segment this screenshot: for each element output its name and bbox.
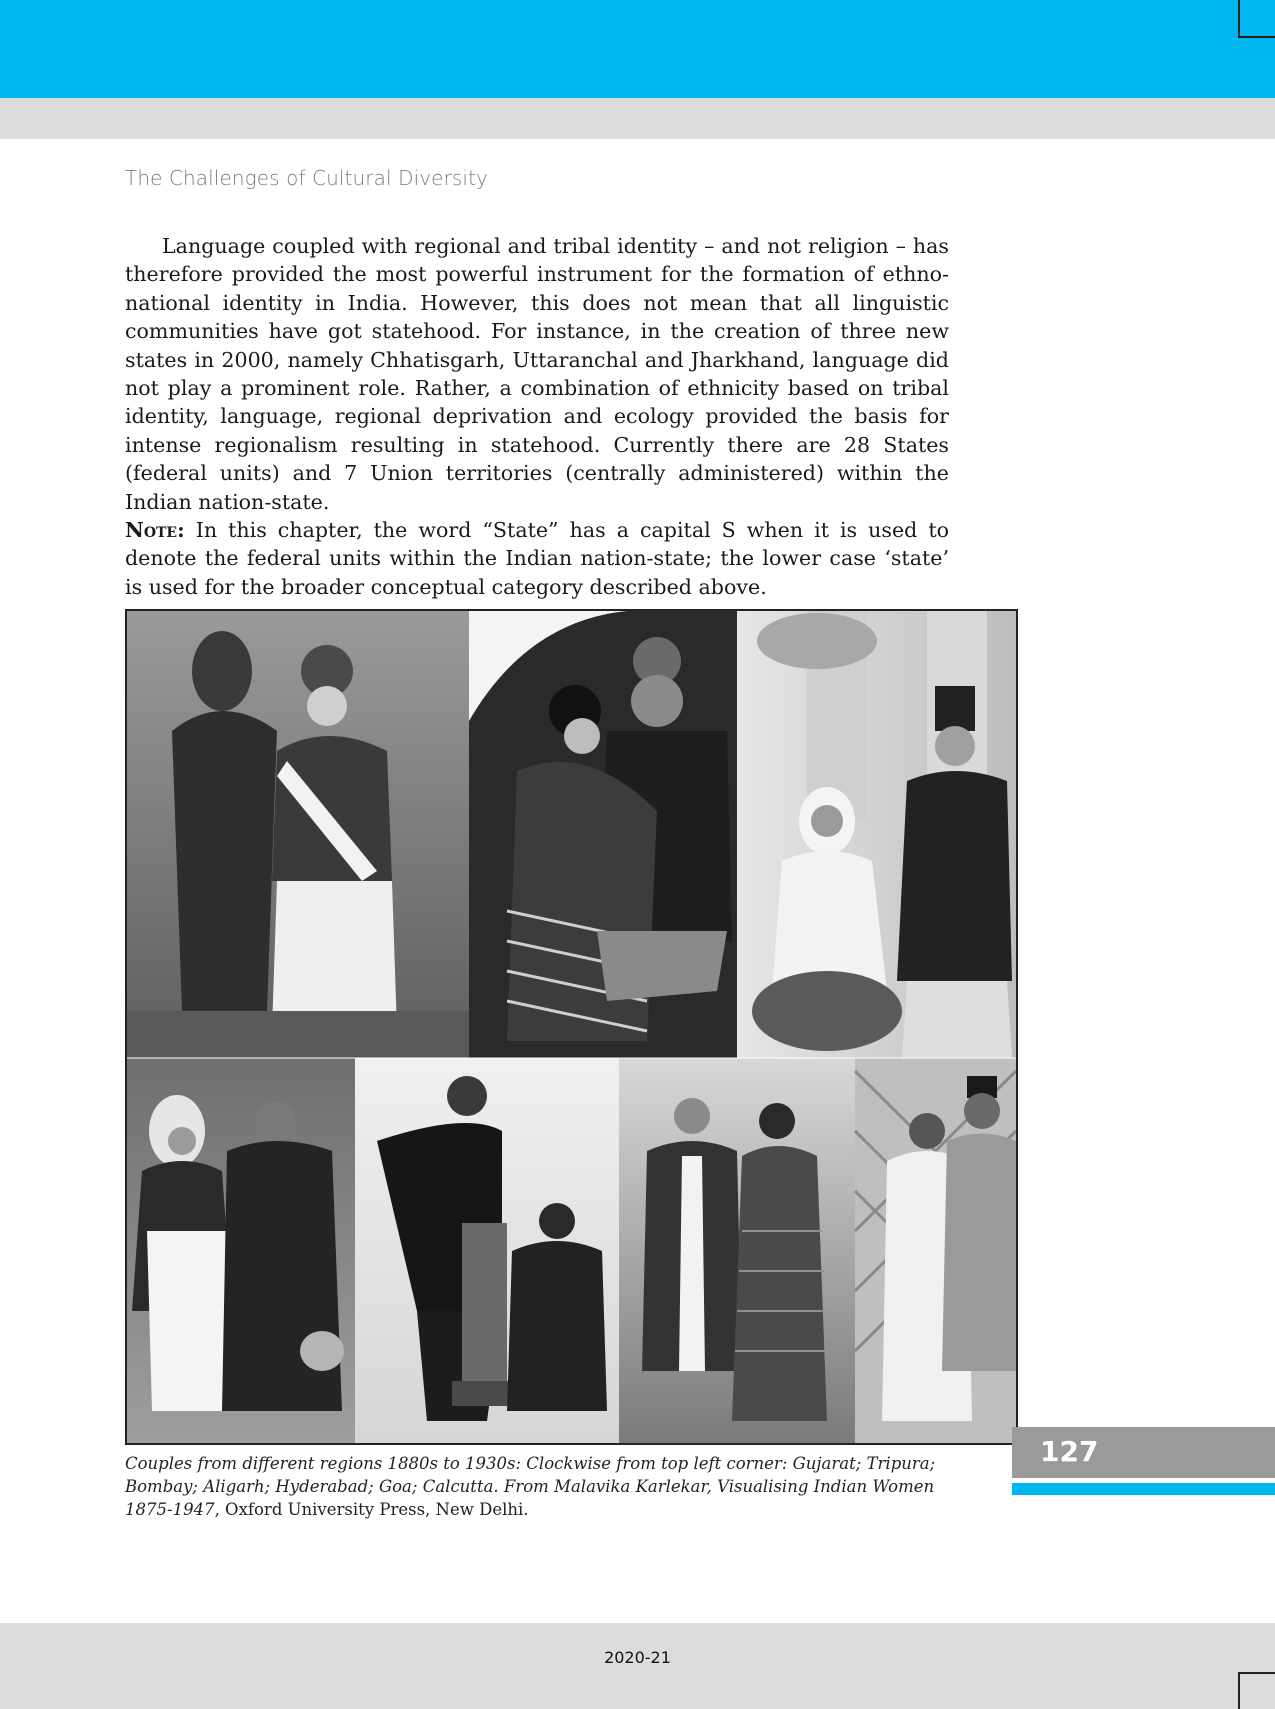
note-paragraph — [125, 516, 949, 601]
paragraph-1: Language coupled with regional and tribal identity – and not religion – has therefore provided the most powerful instrument for the formation of ethno-national identity in India. However, this does not mean that all linguistic communities have got statehood. For instance, in the creation of three new states in 2000, namely Chhatisgarh, Uttaranchal and Jharkhand, language did not play a prominent role. Rather, a combination of ethnicity based on tribal identity, language, regional deprivation and ecology provided the basis for intense regionalism resulting in statehood. Currently there are 28 States (federal units) and 7 Union territories (centrally administered) within the Indian nation-state. — [125, 234, 949, 514]
caption-italic: Couples from different regions 1880s to 1930s: Clockwise from top left corner: Gujarat; Tripura; Bombay; Aligarh; Hyderabad; Goa; Calcutta. From Malavika Karlekar, Visualising Indian Women 1875-1947 — [125, 1454, 936, 1519]
top-color-band — [0, 0, 1275, 98]
photo-gujarat-couple — [127, 611, 469, 1058]
running-title: The Challenges of Cultural Diversity — [125, 166, 488, 190]
couples-photo-collage — [125, 609, 1018, 1445]
photo-hyderabad-couple — [355, 1058, 619, 1443]
caption-plain: , Oxford University Press, New Delhi. — [214, 1500, 529, 1519]
page-number: 127 — [1040, 1435, 1099, 1468]
photo-calcutta-couple — [855, 1058, 1016, 1443]
photo-bombay-couple — [737, 611, 1016, 1058]
header-grey-band — [0, 98, 1275, 139]
footer-year: 2020-21 — [604, 1648, 671, 1667]
photo-tripura-couple — [469, 611, 737, 1058]
note-text: In this chapter, the word “State” has a capital S when it is used to denote the federal units within the Indian nation-state; the lower case ‘state’ is used for the broader conceptual category described above. — [125, 518, 949, 599]
crop-mark-bottom-right — [1238, 1672, 1275, 1709]
page-number-accent-bar — [1012, 1483, 1275, 1495]
photo-goa-couple — [619, 1058, 855, 1443]
photo-aligarh-couple — [127, 1058, 355, 1443]
body-text — [125, 232, 949, 601]
crop-mark-top-right — [1238, 0, 1275, 38]
figure-caption — [125, 1452, 975, 1521]
note-label: Note: — [125, 518, 185, 543]
